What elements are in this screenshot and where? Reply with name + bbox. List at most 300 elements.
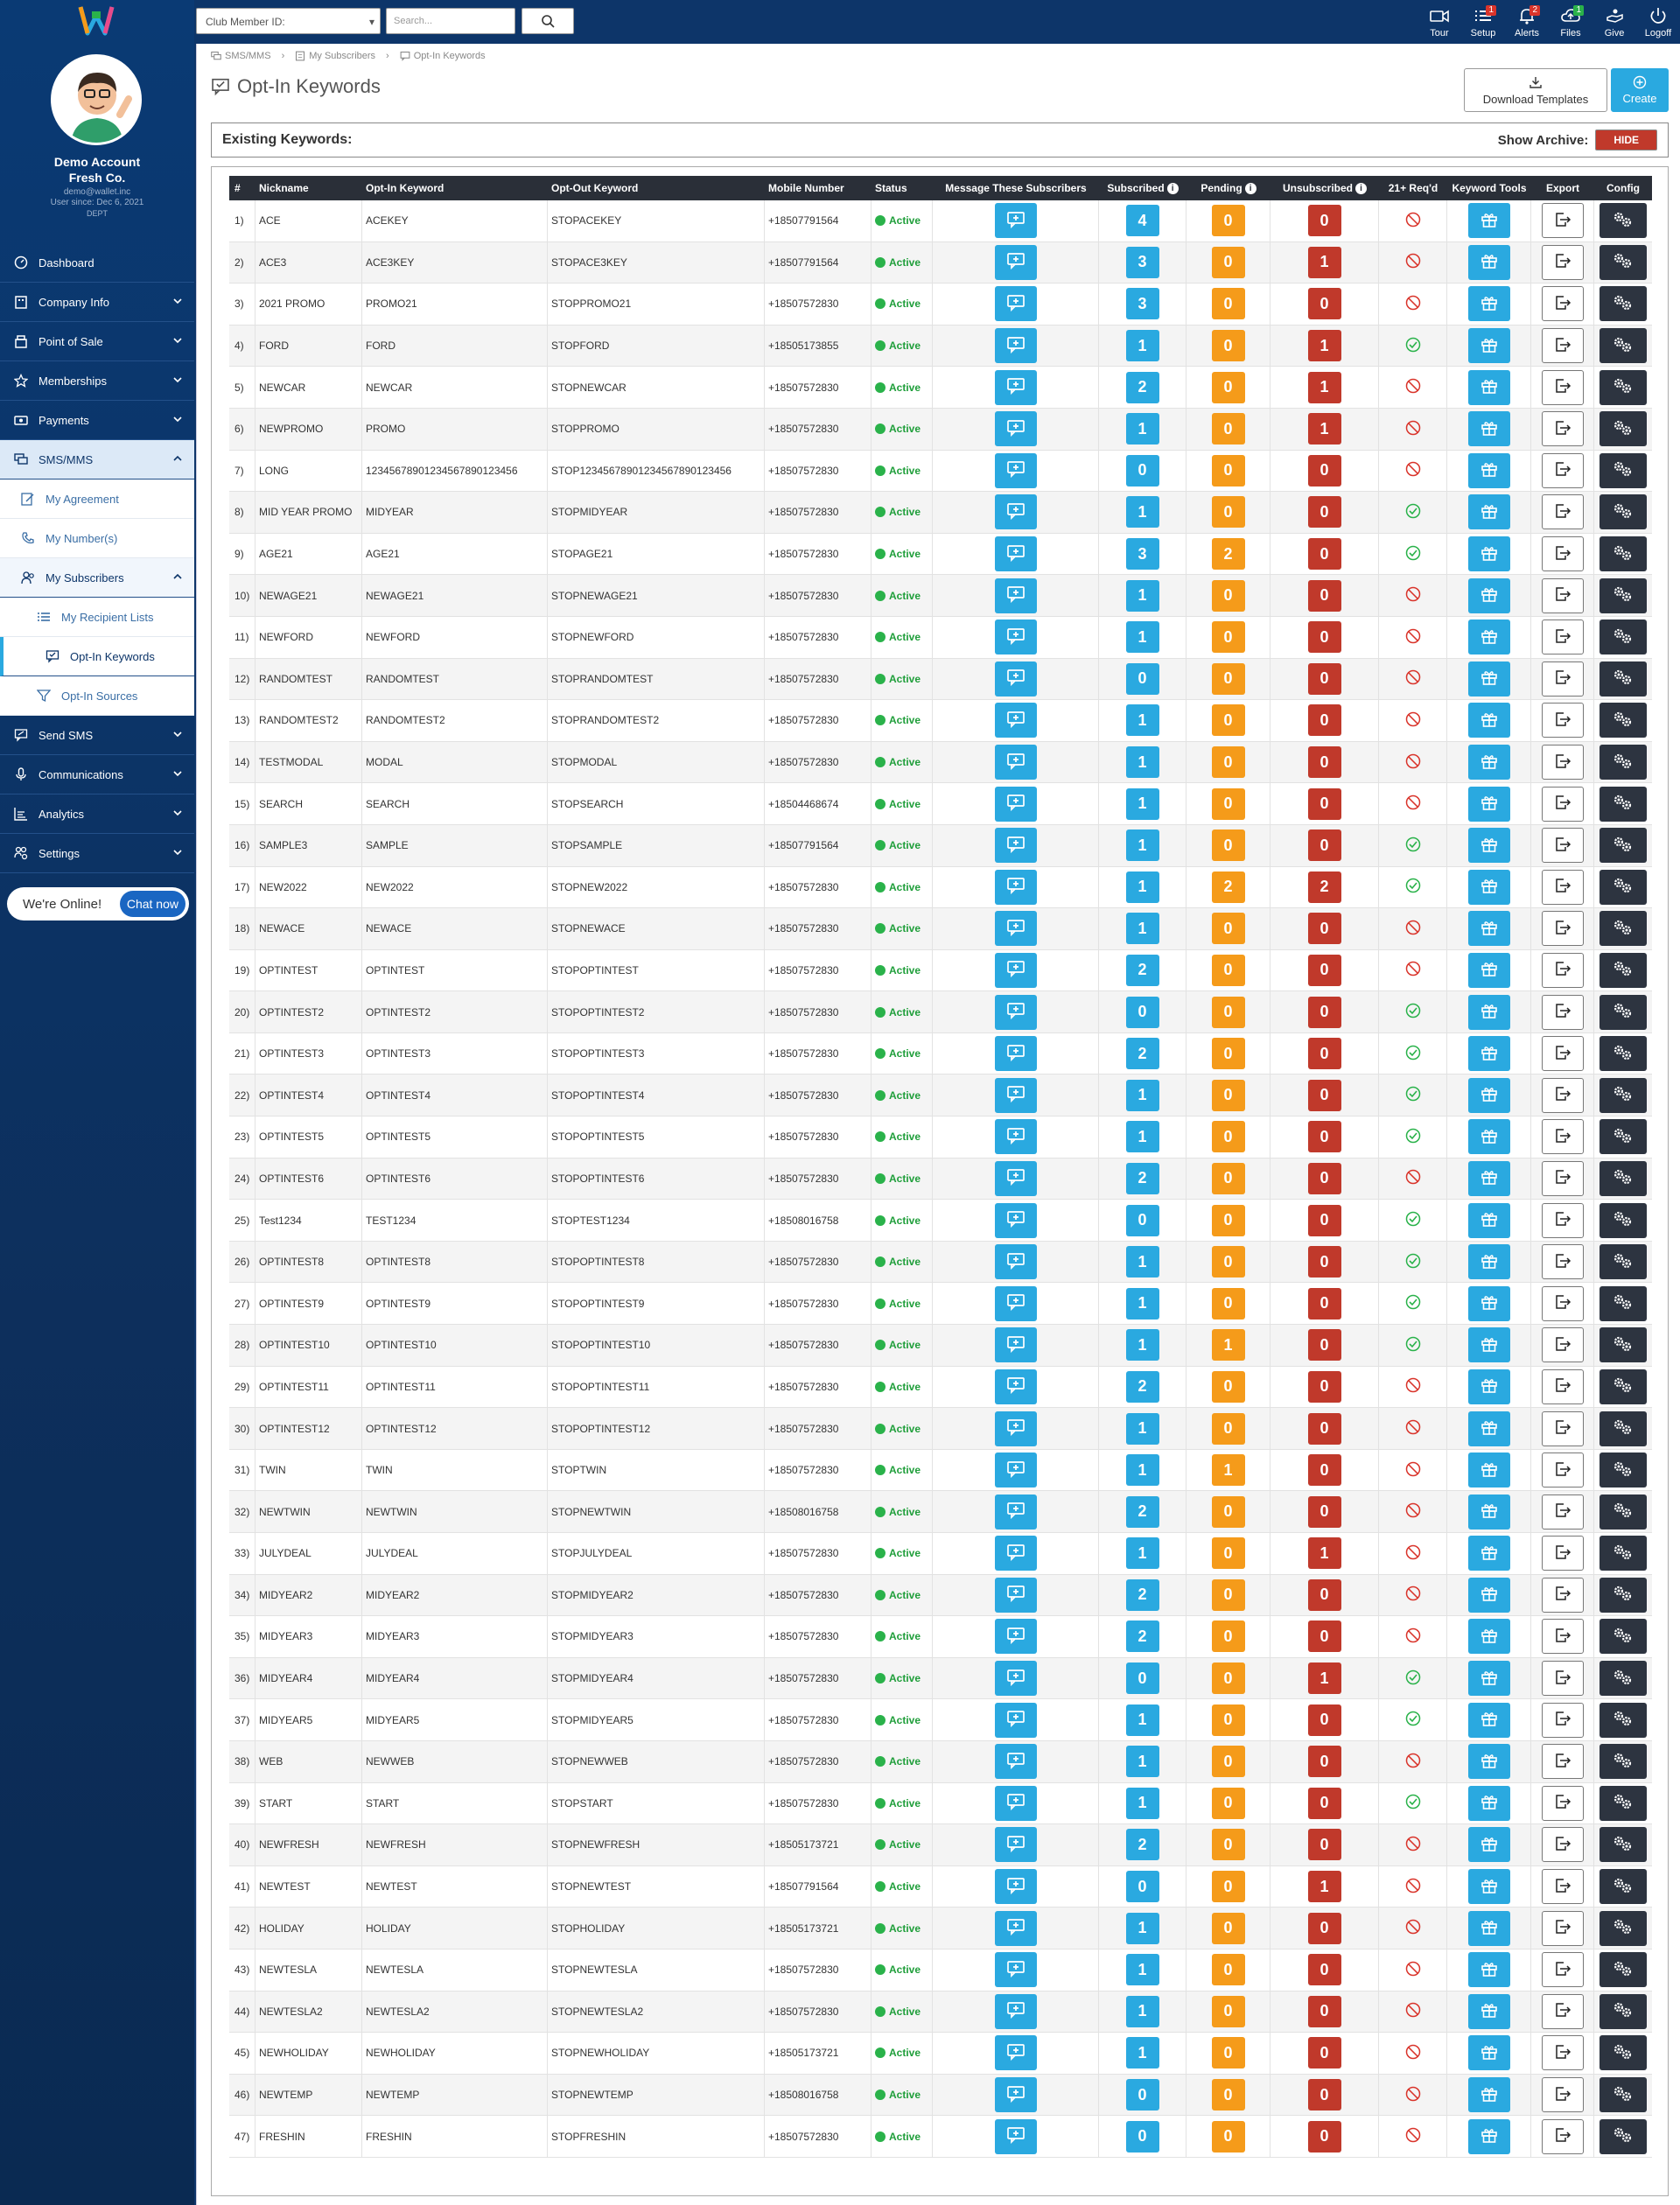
subscribed-count[interactable]: 0 bbox=[1126, 1871, 1159, 1902]
message-subscribers-button[interactable] bbox=[995, 1494, 1037, 1530]
keyword-tools-button[interactable] bbox=[1468, 703, 1510, 738]
subscribed-count[interactable]: 2 bbox=[1126, 372, 1159, 403]
nav-point-of-sale[interactable]: Point of Sale bbox=[0, 322, 194, 361]
message-subscribers-button[interactable] bbox=[995, 787, 1037, 822]
pending-count[interactable]: 0 bbox=[1212, 1620, 1245, 1652]
keyword-tools-button[interactable] bbox=[1468, 1119, 1510, 1154]
pending-count[interactable]: 0 bbox=[1212, 413, 1245, 444]
keyword-tools-button[interactable] bbox=[1468, 1452, 1510, 1488]
unsubscribed-count[interactable]: 0 bbox=[1308, 663, 1341, 695]
keyword-tools-button[interactable] bbox=[1468, 578, 1510, 613]
message-subscribers-button[interactable] bbox=[995, 328, 1037, 363]
config-button[interactable] bbox=[1600, 1327, 1647, 1362]
export-button[interactable] bbox=[1542, 1286, 1584, 1321]
pending-count[interactable]: 0 bbox=[1212, 621, 1245, 653]
subscribed-count[interactable]: 0 bbox=[1126, 2079, 1159, 2110]
subscribed-count[interactable]: 1 bbox=[1126, 830, 1159, 861]
config-button[interactable] bbox=[1600, 2077, 1647, 2112]
unsubscribed-count[interactable]: 0 bbox=[1308, 1579, 1341, 1611]
unsubscribed-count[interactable]: 0 bbox=[1308, 621, 1341, 653]
export-button[interactable] bbox=[1542, 745, 1584, 780]
message-subscribers-button[interactable] bbox=[995, 1411, 1037, 1446]
unsubscribed-count[interactable]: 0 bbox=[1308, 1454, 1341, 1486]
export-button[interactable] bbox=[1542, 453, 1584, 488]
subscribed-count[interactable]: 1 bbox=[1126, 872, 1159, 903]
keyword-tools-button[interactable] bbox=[1468, 1161, 1510, 1196]
export-button[interactable] bbox=[1542, 1911, 1584, 1946]
pending-count[interactable]: 2 bbox=[1212, 538, 1245, 570]
message-subscribers-button[interactable] bbox=[995, 1827, 1037, 1862]
config-button[interactable] bbox=[1600, 1369, 1647, 1404]
pending-count[interactable]: 0 bbox=[1212, 1413, 1245, 1445]
config-button[interactable] bbox=[1600, 1078, 1647, 1113]
col-nickname[interactable]: Nickname bbox=[259, 182, 309, 194]
subscribed-count[interactable]: 0 bbox=[1126, 455, 1159, 486]
export-button[interactable] bbox=[1542, 1411, 1584, 1446]
message-subscribers-button[interactable] bbox=[995, 1036, 1037, 1071]
unsubscribed-count[interactable]: 0 bbox=[1308, 997, 1341, 1028]
unsubscribed-count[interactable]: 0 bbox=[1308, 1080, 1341, 1111]
unsubscribed-count[interactable]: 0 bbox=[1308, 1246, 1341, 1278]
keyword-tools-button[interactable] bbox=[1468, 1994, 1510, 2029]
keyword-tools-button[interactable] bbox=[1468, 828, 1510, 863]
info-icon[interactable]: i bbox=[1167, 183, 1179, 194]
subscribed-count[interactable]: 1 bbox=[1126, 788, 1159, 820]
unsubscribed-count[interactable]: 0 bbox=[1308, 1620, 1341, 1652]
config-button[interactable] bbox=[1600, 870, 1647, 905]
nav-payments[interactable]: Payments bbox=[0, 401, 194, 440]
config-button[interactable] bbox=[1600, 787, 1647, 822]
export-button[interactable] bbox=[1542, 1327, 1584, 1362]
nav-opt-in-keywords[interactable]: Opt-In Keywords bbox=[0, 637, 194, 676]
config-button[interactable] bbox=[1600, 2035, 1647, 2070]
subscribed-count[interactable]: 1 bbox=[1126, 1996, 1159, 2027]
pending-count[interactable]: 0 bbox=[1212, 205, 1245, 236]
breadcrumb-sms[interactable]: SMS/MMS bbox=[225, 51, 271, 61]
export-button[interactable] bbox=[1542, 578, 1584, 613]
export-button[interactable] bbox=[1542, 1952, 1584, 1987]
subscribed-count[interactable]: 3 bbox=[1126, 538, 1159, 570]
subscribed-count[interactable]: 0 bbox=[1126, 663, 1159, 695]
unsubscribed-count[interactable]: 1 bbox=[1308, 330, 1341, 361]
export-button[interactable] bbox=[1542, 1369, 1584, 1404]
keyword-tools-button[interactable] bbox=[1468, 911, 1510, 946]
message-subscribers-button[interactable] bbox=[995, 1619, 1037, 1654]
config-button[interactable] bbox=[1600, 1203, 1647, 1238]
nav-memberships[interactable]: Memberships bbox=[0, 361, 194, 401]
subscribed-count[interactable]: 1 bbox=[1126, 1704, 1159, 1736]
export-button[interactable] bbox=[1542, 494, 1584, 529]
keyword-tools-button[interactable] bbox=[1468, 1494, 1510, 1530]
subscribed-count[interactable]: 1 bbox=[1126, 1121, 1159, 1152]
pending-count[interactable]: 0 bbox=[1212, 330, 1245, 361]
export-button[interactable] bbox=[1542, 203, 1584, 238]
unsubscribed-count[interactable]: 0 bbox=[1308, 1121, 1341, 1152]
keyword-tools-button[interactable] bbox=[1468, 745, 1510, 780]
pending-count[interactable]: 0 bbox=[1212, 247, 1245, 278]
unsubscribed-count[interactable]: 2 bbox=[1308, 872, 1341, 903]
pending-count[interactable]: 0 bbox=[1212, 1662, 1245, 1694]
download-templates-button[interactable]: Download Templates bbox=[1464, 68, 1607, 112]
config-button[interactable] bbox=[1600, 1494, 1647, 1530]
pending-count[interactable]: 0 bbox=[1212, 1829, 1245, 1860]
subscribed-count[interactable]: 2 bbox=[1126, 1496, 1159, 1528]
subscribed-count[interactable]: 1 bbox=[1126, 580, 1159, 612]
message-subscribers-button[interactable] bbox=[995, 245, 1037, 280]
keyword-tools-button[interactable] bbox=[1468, 1203, 1510, 1238]
message-subscribers-button[interactable] bbox=[995, 1578, 1037, 1613]
pending-count[interactable]: 0 bbox=[1212, 2037, 1245, 2068]
keyword-tools-button[interactable] bbox=[1468, 1536, 1510, 1571]
export-button[interactable] bbox=[1542, 1578, 1584, 1613]
keyword-tools-button[interactable] bbox=[1468, 2035, 1510, 2070]
pending-count[interactable]: 0 bbox=[1212, 1954, 1245, 1985]
unsubscribed-count[interactable]: 0 bbox=[1308, 1205, 1341, 1236]
config-button[interactable] bbox=[1600, 662, 1647, 696]
keyword-tools-button[interactable] bbox=[1468, 1078, 1510, 1113]
config-button[interactable] bbox=[1600, 453, 1647, 488]
unsubscribed-count[interactable]: 0 bbox=[1308, 1329, 1341, 1361]
config-button[interactable] bbox=[1600, 1703, 1647, 1738]
config-button[interactable] bbox=[1600, 286, 1647, 321]
subscribed-count[interactable]: 1 bbox=[1126, 2037, 1159, 2068]
pending-count[interactable]: 0 bbox=[1212, 1913, 1245, 1944]
unsubscribed-count[interactable]: 0 bbox=[1308, 1496, 1341, 1528]
pending-count[interactable]: 0 bbox=[1212, 1579, 1245, 1611]
search-input[interactable]: Search... bbox=[386, 8, 515, 34]
topbar-logoff-button[interactable] bbox=[1636, 4, 1680, 42]
message-subscribers-button[interactable] bbox=[995, 870, 1037, 905]
subscribed-count[interactable]: 1 bbox=[1126, 1746, 1159, 1777]
subscribed-count[interactable]: 1 bbox=[1126, 1913, 1159, 1944]
unsubscribed-count[interactable]: 0 bbox=[1308, 955, 1341, 986]
pending-count[interactable]: 0 bbox=[1212, 746, 1245, 778]
config-button[interactable] bbox=[1600, 411, 1647, 446]
unsubscribed-count[interactable]: 0 bbox=[1308, 1371, 1341, 1403]
export-button[interactable] bbox=[1542, 1536, 1584, 1571]
brand-logo[interactable] bbox=[77, 4, 116, 38]
unsubscribed-count[interactable]: 0 bbox=[1308, 496, 1341, 528]
subscribed-count[interactable]: 1 bbox=[1126, 746, 1159, 778]
unsubscribed-count[interactable]: 0 bbox=[1308, 746, 1341, 778]
message-subscribers-button[interactable] bbox=[995, 953, 1037, 988]
subscribed-count[interactable]: 1 bbox=[1126, 330, 1159, 361]
config-button[interactable] bbox=[1600, 1911, 1647, 1946]
info-icon[interactable]: i bbox=[1355, 183, 1367, 194]
export-button[interactable] bbox=[1542, 1661, 1584, 1696]
unsubscribed-count[interactable]: 0 bbox=[1308, 913, 1341, 944]
unsubscribed-count[interactable]: 1 bbox=[1308, 1871, 1341, 1902]
nav-send-sms[interactable]: Send SMS bbox=[0, 716, 194, 755]
topbar-alerts-button[interactable] bbox=[1505, 4, 1549, 42]
config-button[interactable] bbox=[1600, 1286, 1647, 1321]
config-button[interactable] bbox=[1600, 703, 1647, 738]
subscribed-count[interactable]: 1 bbox=[1126, 1454, 1159, 1486]
unsubscribed-count[interactable]: 0 bbox=[1308, 288, 1341, 319]
subscribed-count[interactable]: 4 bbox=[1126, 205, 1159, 236]
export-button[interactable] bbox=[1542, 1827, 1584, 1862]
search-button[interactable] bbox=[522, 8, 574, 34]
keyword-tools-button[interactable] bbox=[1468, 286, 1510, 321]
unsubscribed-count[interactable]: 1 bbox=[1308, 1662, 1341, 1694]
keyword-tools-button[interactable] bbox=[1468, 1619, 1510, 1654]
subscribed-count[interactable]: 2 bbox=[1126, 1163, 1159, 1194]
keyword-tools-button[interactable] bbox=[1468, 1869, 1510, 1904]
col-mobile[interactable]: Mobile Number bbox=[768, 182, 844, 194]
export-button[interactable] bbox=[1542, 1494, 1584, 1530]
keyword-tools-button[interactable] bbox=[1468, 662, 1510, 696]
config-button[interactable] bbox=[1600, 245, 1647, 280]
config-button[interactable] bbox=[1600, 203, 1647, 238]
keyword-tools-button[interactable] bbox=[1468, 203, 1510, 238]
subscribed-count[interactable]: 1 bbox=[1126, 1413, 1159, 1445]
keyword-tools-button[interactable] bbox=[1468, 1244, 1510, 1279]
subscribed-count[interactable]: 2 bbox=[1126, 1038, 1159, 1069]
keyword-tools-button[interactable] bbox=[1468, 1411, 1510, 1446]
config-button[interactable] bbox=[1600, 1661, 1647, 1696]
export-button[interactable] bbox=[1542, 536, 1584, 571]
keyword-tools-button[interactable] bbox=[1468, 995, 1510, 1030]
subscribed-count[interactable]: 1 bbox=[1126, 1788, 1159, 1819]
config-button[interactable] bbox=[1600, 1536, 1647, 1571]
pending-count[interactable]: 0 bbox=[1212, 1080, 1245, 1111]
unsubscribed-count[interactable]: 0 bbox=[1308, 1704, 1341, 1736]
unsubscribed-count[interactable]: 0 bbox=[1308, 1829, 1341, 1860]
pending-count[interactable]: 0 bbox=[1212, 1996, 1245, 2027]
message-subscribers-button[interactable] bbox=[995, 745, 1037, 780]
unsubscribed-count[interactable]: 0 bbox=[1308, 2121, 1341, 2152]
message-subscribers-button[interactable] bbox=[995, 2035, 1037, 2070]
keyword-tools-button[interactable] bbox=[1468, 245, 1510, 280]
config-button[interactable] bbox=[1600, 1244, 1647, 1279]
pending-count[interactable]: 0 bbox=[1212, 830, 1245, 861]
export-button[interactable] bbox=[1542, 2119, 1584, 2154]
keyword-tools-button[interactable] bbox=[1468, 1952, 1510, 1987]
export-button[interactable] bbox=[1542, 245, 1584, 280]
unsubscribed-count[interactable]: 0 bbox=[1308, 1288, 1341, 1320]
message-subscribers-button[interactable] bbox=[995, 286, 1037, 321]
export-button[interactable] bbox=[1542, 2077, 1584, 2112]
chat-widget[interactable] bbox=[7, 887, 189, 920]
config-button[interactable] bbox=[1600, 494, 1647, 529]
message-subscribers-button[interactable] bbox=[995, 995, 1037, 1030]
pending-count[interactable]: 0 bbox=[1212, 955, 1245, 986]
export-button[interactable] bbox=[1542, 703, 1584, 738]
message-subscribers-button[interactable] bbox=[995, 1536, 1037, 1571]
unsubscribed-count[interactable]: 0 bbox=[1308, 455, 1341, 486]
subscribed-count[interactable]: 0 bbox=[1126, 997, 1159, 1028]
message-subscribers-button[interactable] bbox=[995, 578, 1037, 613]
subscribed-count[interactable]: 1 bbox=[1126, 1080, 1159, 1111]
message-subscribers-button[interactable] bbox=[995, 2119, 1037, 2154]
pending-count[interactable]: 0 bbox=[1212, 1038, 1245, 1069]
subscribed-count[interactable]: 2 bbox=[1126, 1829, 1159, 1860]
message-subscribers-button[interactable] bbox=[995, 1952, 1037, 1987]
unsubscribed-count[interactable]: 1 bbox=[1308, 247, 1341, 278]
subscribed-count[interactable]: 2 bbox=[1126, 955, 1159, 986]
keyword-tools-button[interactable] bbox=[1468, 787, 1510, 822]
config-button[interactable] bbox=[1600, 1952, 1647, 1987]
unsubscribed-count[interactable]: 1 bbox=[1308, 372, 1341, 403]
config-button[interactable] bbox=[1600, 328, 1647, 363]
unsubscribed-count[interactable]: 0 bbox=[1308, 1788, 1341, 1819]
unsubscribed-count[interactable]: 0 bbox=[1308, 1163, 1341, 1194]
message-subscribers-button[interactable] bbox=[995, 828, 1037, 863]
keyword-tools-button[interactable] bbox=[1468, 411, 1510, 446]
export-button[interactable] bbox=[1542, 411, 1584, 446]
subscribed-count[interactable]: 2 bbox=[1126, 1620, 1159, 1652]
keyword-tools-button[interactable] bbox=[1468, 453, 1510, 488]
col-opt-out[interactable]: Opt-Out Keyword bbox=[551, 182, 639, 194]
keyword-tools-button[interactable] bbox=[1468, 1911, 1510, 1946]
unsubscribed-count[interactable]: 1 bbox=[1308, 413, 1341, 444]
breadcrumb-subscribers[interactable]: My Subscribers bbox=[309, 51, 376, 61]
export-button[interactable] bbox=[1542, 662, 1584, 696]
message-subscribers-button[interactable] bbox=[995, 494, 1037, 529]
export-button[interactable] bbox=[1542, 995, 1584, 1030]
unsubscribed-count[interactable]: 0 bbox=[1308, 1038, 1341, 1069]
pending-count[interactable]: 0 bbox=[1212, 455, 1245, 486]
keyword-tools-button[interactable] bbox=[1468, 536, 1510, 571]
keyword-tools-button[interactable] bbox=[1468, 1744, 1510, 1779]
nav-analytics[interactable]: Analytics bbox=[0, 794, 194, 834]
config-button[interactable] bbox=[1600, 1994, 1647, 2029]
pending-count[interactable]: 0 bbox=[1212, 580, 1245, 612]
keyword-tools-button[interactable] bbox=[1468, 1036, 1510, 1071]
message-subscribers-button[interactable] bbox=[995, 1744, 1037, 1779]
unsubscribed-count[interactable]: 0 bbox=[1308, 788, 1341, 820]
nav-dashboard[interactable]: Dashboard bbox=[0, 243, 194, 283]
subscribed-count[interactable]: 1 bbox=[1126, 913, 1159, 944]
message-subscribers-button[interactable] bbox=[995, 1161, 1037, 1196]
unsubscribed-count[interactable]: 0 bbox=[1308, 205, 1341, 236]
export-button[interactable] bbox=[1542, 911, 1584, 946]
message-subscribers-button[interactable] bbox=[995, 1869, 1037, 1904]
pending-count[interactable]: 2 bbox=[1212, 872, 1245, 903]
unsubscribed-count[interactable]: 0 bbox=[1308, 704, 1341, 736]
keyword-tools-button[interactable] bbox=[1468, 1827, 1510, 1862]
config-button[interactable] bbox=[1600, 370, 1647, 405]
chat-now-button[interactable]: Chat now bbox=[120, 891, 186, 917]
pending-count[interactable]: 0 bbox=[1212, 663, 1245, 695]
message-subscribers-button[interactable] bbox=[995, 1078, 1037, 1113]
export-button[interactable] bbox=[1542, 2035, 1584, 2070]
keyword-tools-button[interactable] bbox=[1468, 870, 1510, 905]
subscribed-count[interactable]: 1 bbox=[1126, 1954, 1159, 1985]
subscribed-count[interactable]: 1 bbox=[1126, 621, 1159, 653]
keyword-tools-button[interactable] bbox=[1468, 1286, 1510, 1321]
pending-count[interactable]: 0 bbox=[1212, 1788, 1245, 1819]
unsubscribed-count[interactable]: 0 bbox=[1308, 1996, 1341, 2027]
topbar-files-button[interactable] bbox=[1549, 4, 1592, 42]
pending-count[interactable]: 0 bbox=[1212, 997, 1245, 1028]
avatar[interactable] bbox=[51, 54, 142, 145]
subscribed-count[interactable]: 0 bbox=[1126, 1205, 1159, 1236]
subscribed-count[interactable]: 1 bbox=[1126, 413, 1159, 444]
export-button[interactable] bbox=[1542, 1119, 1584, 1154]
export-button[interactable] bbox=[1542, 1203, 1584, 1238]
nav-my-agreement[interactable]: My Agreement bbox=[0, 480, 194, 519]
message-subscribers-button[interactable] bbox=[995, 1703, 1037, 1738]
col-opt-in[interactable]: Opt-In Keyword bbox=[366, 182, 444, 194]
config-button[interactable] bbox=[1600, 911, 1647, 946]
export-button[interactable] bbox=[1542, 1452, 1584, 1488]
export-button[interactable] bbox=[1542, 286, 1584, 321]
config-button[interactable] bbox=[1600, 620, 1647, 654]
archive-toggle[interactable]: HIDE bbox=[1595, 130, 1657, 150]
config-button[interactable] bbox=[1600, 1619, 1647, 1654]
subscribed-count[interactable]: 1 bbox=[1126, 1329, 1159, 1361]
keywords-table-container[interactable] bbox=[211, 166, 1669, 2196]
keyword-tools-button[interactable] bbox=[1468, 953, 1510, 988]
keyword-tools-button[interactable] bbox=[1468, 1369, 1510, 1404]
subscribed-count[interactable]: 1 bbox=[1126, 1246, 1159, 1278]
message-subscribers-button[interactable] bbox=[995, 1994, 1037, 2029]
message-subscribers-button[interactable] bbox=[995, 1286, 1037, 1321]
config-button[interactable] bbox=[1600, 1411, 1647, 1446]
pending-count[interactable]: 0 bbox=[1212, 1205, 1245, 1236]
message-subscribers-button[interactable] bbox=[995, 1369, 1037, 1404]
pending-count[interactable]: 0 bbox=[1212, 288, 1245, 319]
subscribed-count[interactable]: 1 bbox=[1126, 704, 1159, 736]
export-button[interactable] bbox=[1542, 370, 1584, 405]
message-subscribers-button[interactable] bbox=[995, 1661, 1037, 1696]
unsubscribed-count[interactable]: 0 bbox=[1308, 2037, 1341, 2068]
message-subscribers-button[interactable] bbox=[995, 536, 1037, 571]
config-button[interactable] bbox=[1600, 1786, 1647, 1821]
unsubscribed-count[interactable]: 0 bbox=[1308, 1746, 1341, 1777]
unsubscribed-count[interactable]: 1 bbox=[1308, 1537, 1341, 1569]
pending-count[interactable]: 0 bbox=[1212, 1496, 1245, 1528]
config-button[interactable] bbox=[1600, 995, 1647, 1030]
config-button[interactable] bbox=[1600, 1036, 1647, 1071]
unsubscribed-count[interactable]: 0 bbox=[1308, 538, 1341, 570]
export-button[interactable] bbox=[1542, 1744, 1584, 1779]
keyword-tools-button[interactable] bbox=[1468, 1578, 1510, 1613]
keyword-tools-button[interactable] bbox=[1468, 1327, 1510, 1362]
pending-count[interactable]: 0 bbox=[1212, 913, 1245, 944]
unsubscribed-count[interactable]: 0 bbox=[1308, 2079, 1341, 2110]
pending-count[interactable]: 0 bbox=[1212, 1371, 1245, 1403]
subscribed-count[interactable]: 0 bbox=[1126, 2121, 1159, 2152]
pending-count[interactable]: 0 bbox=[1212, 1871, 1245, 1902]
message-subscribers-button[interactable] bbox=[995, 911, 1037, 946]
subscribed-count[interactable]: 1 bbox=[1126, 1288, 1159, 1320]
keyword-tools-button[interactable] bbox=[1468, 328, 1510, 363]
config-button[interactable] bbox=[1600, 1744, 1647, 1779]
config-button[interactable] bbox=[1600, 828, 1647, 863]
keyword-tools-button[interactable] bbox=[1468, 494, 1510, 529]
info-icon[interactable]: i bbox=[1245, 183, 1256, 194]
message-subscribers-button[interactable] bbox=[995, 411, 1037, 446]
club-member-select[interactable]: Club Member ID: ▾ bbox=[196, 8, 381, 34]
export-button[interactable] bbox=[1542, 1619, 1584, 1654]
message-subscribers-button[interactable] bbox=[995, 1452, 1037, 1488]
nav-opt-in-sources[interactable]: Opt-In Sources bbox=[0, 676, 194, 716]
export-button[interactable] bbox=[1542, 1161, 1584, 1196]
unsubscribed-count[interactable]: 0 bbox=[1308, 580, 1341, 612]
pending-count[interactable]: 0 bbox=[1212, 1704, 1245, 1736]
message-subscribers-button[interactable] bbox=[995, 1119, 1037, 1154]
export-button[interactable] bbox=[1542, 1078, 1584, 1113]
config-button[interactable] bbox=[1600, 578, 1647, 613]
pending-count[interactable]: 0 bbox=[1212, 1746, 1245, 1777]
message-subscribers-button[interactable] bbox=[995, 703, 1037, 738]
nav-my-subscribers[interactable]: My Subscribers bbox=[0, 558, 194, 598]
export-button[interactable] bbox=[1542, 870, 1584, 905]
pending-count[interactable]: 0 bbox=[1212, 1537, 1245, 1569]
unsubscribed-count[interactable]: 0 bbox=[1308, 1913, 1341, 1944]
